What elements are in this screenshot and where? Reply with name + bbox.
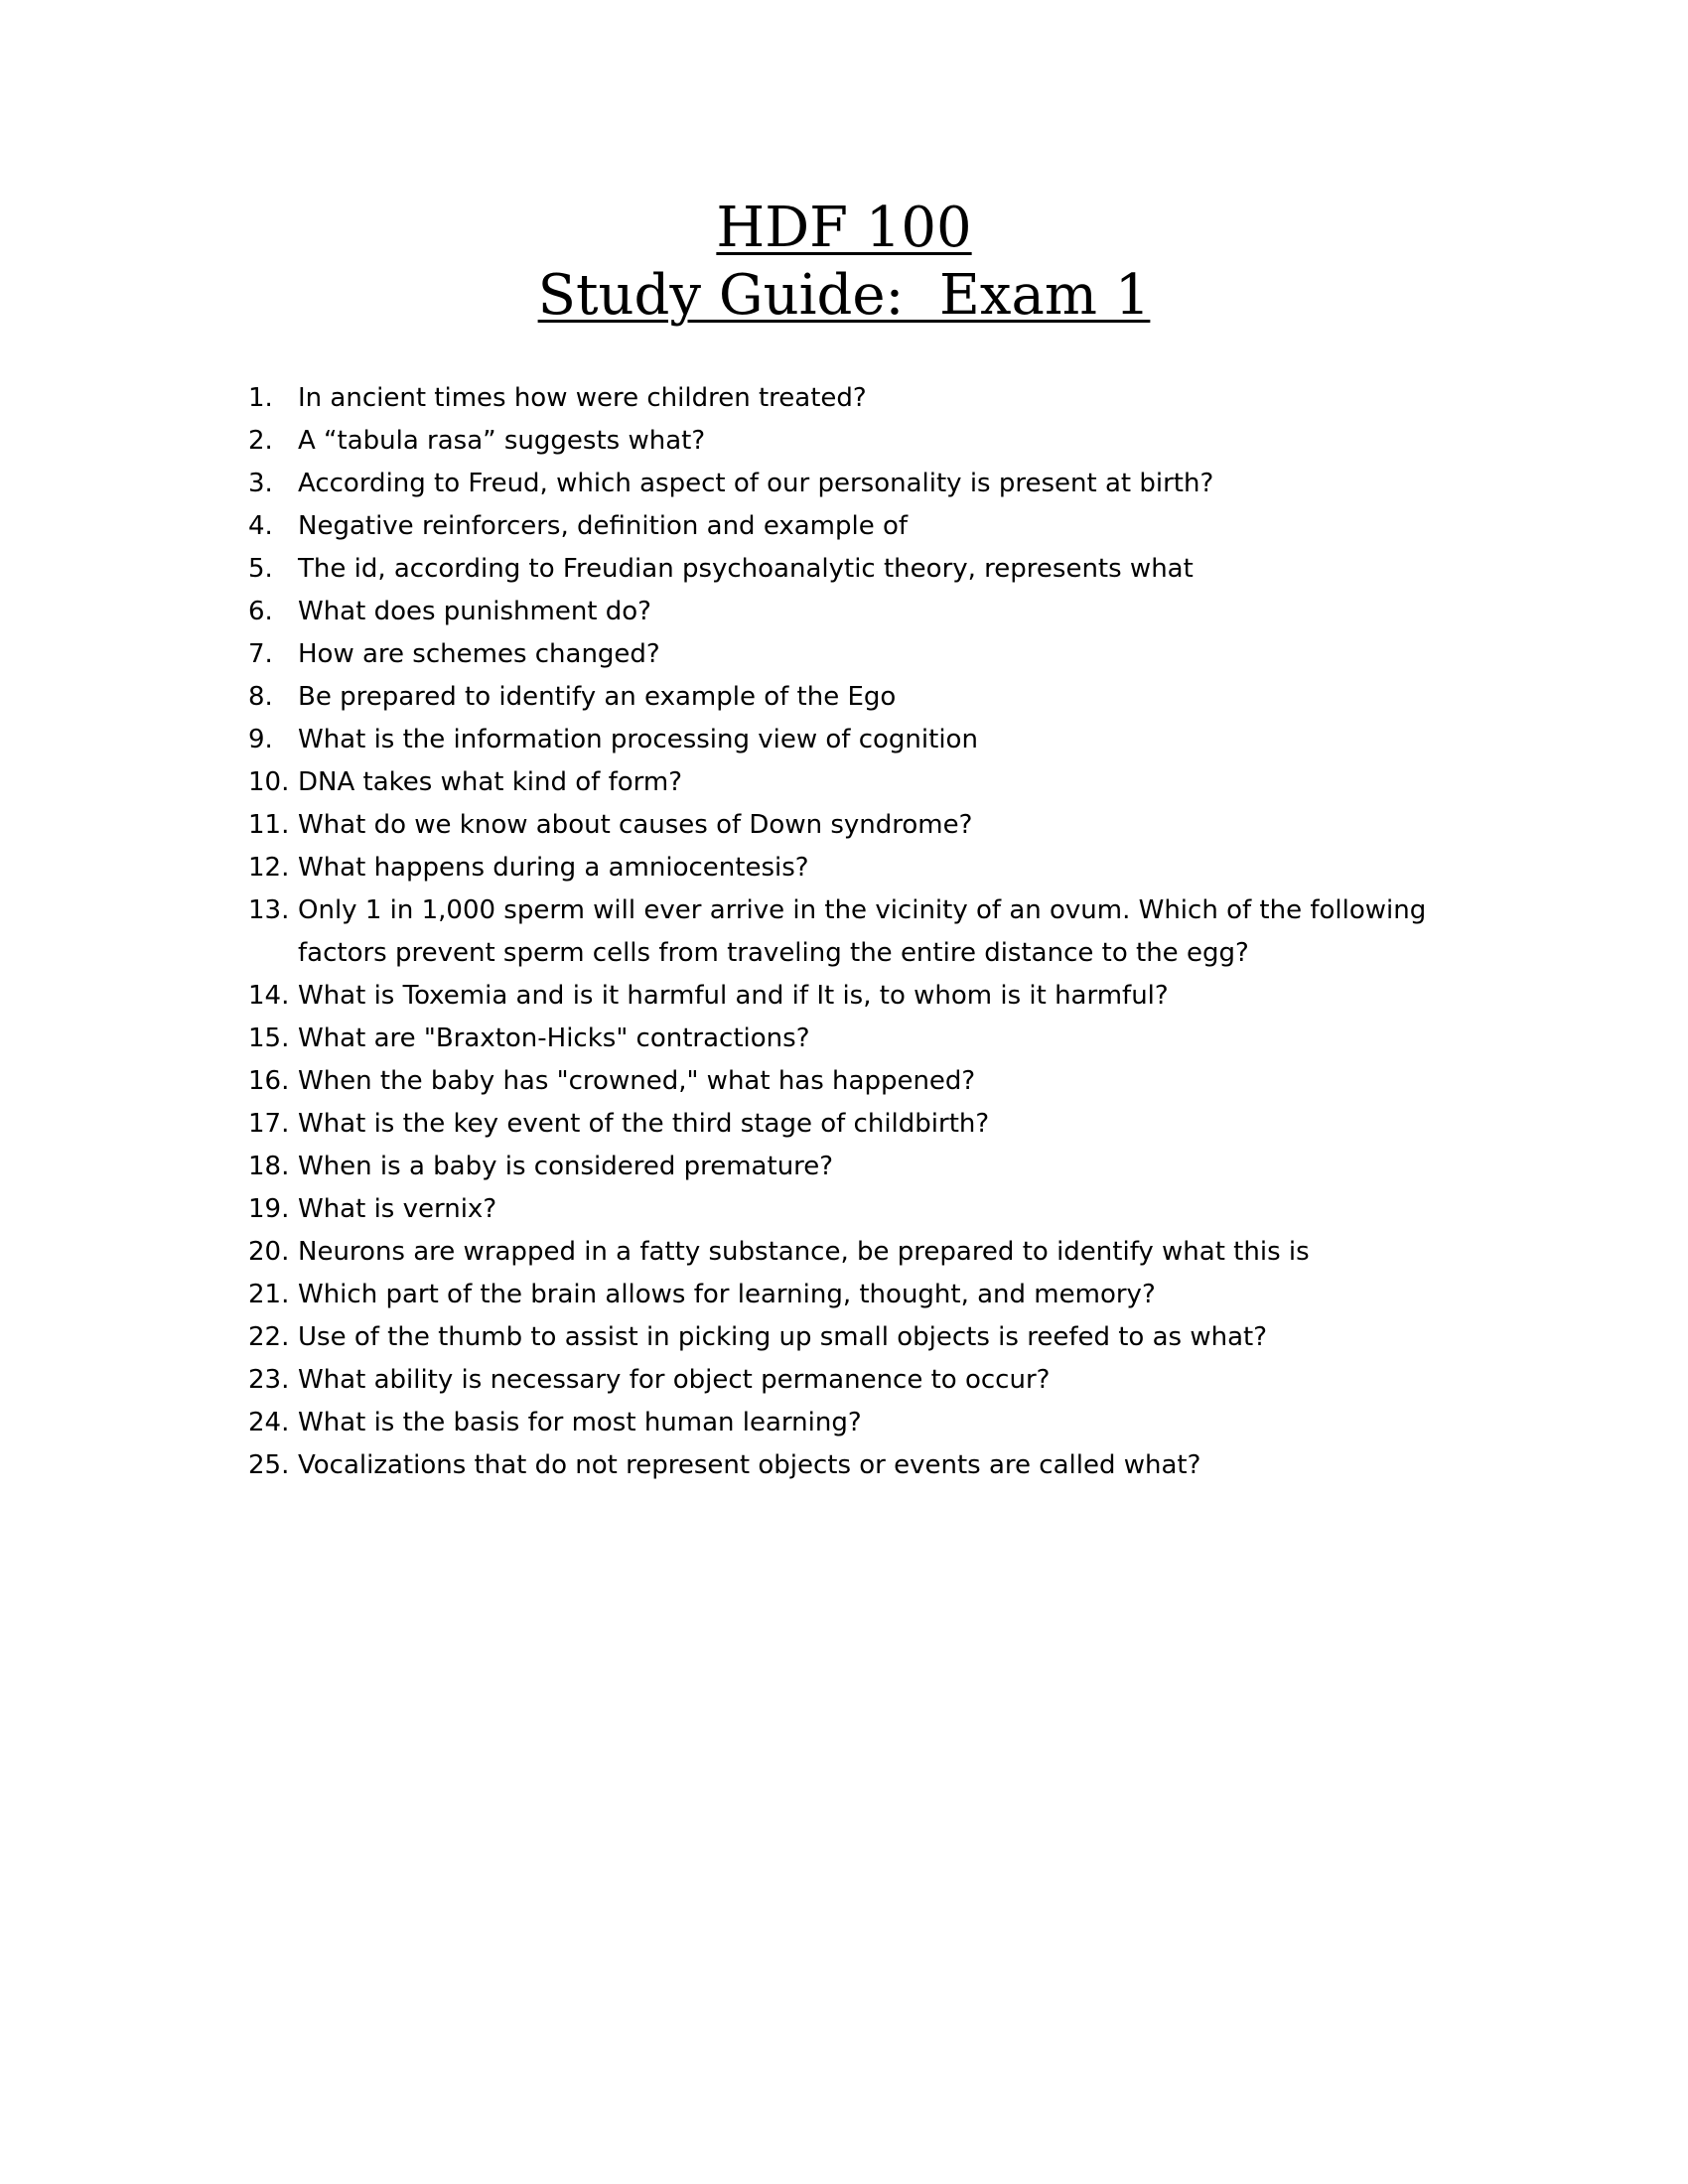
question-text: What is the information processing view of cognition — [298, 725, 978, 754]
question-number: 22. — [248, 1322, 290, 1352]
question-number: 25. — [248, 1450, 290, 1480]
question-number: 15. — [248, 1024, 290, 1053]
question-text: Negative reinforcers, definition and example of — [298, 511, 909, 541]
question-number: 23. — [248, 1365, 290, 1395]
question-item-18 — [248, 1146, 1489, 1188]
document-title — [0, 195, 1688, 330]
question-item-11 — [248, 804, 1489, 847]
question-text: According to Freud, which aspect of our personality is present at birth? — [298, 469, 1214, 498]
question-item-8 — [248, 676, 1489, 719]
question-item-25 — [248, 1444, 1489, 1487]
question-item-4 — [248, 505, 1489, 548]
question-number: 8. — [248, 682, 273, 712]
question-item-19 — [248, 1188, 1489, 1231]
question-item-6 — [248, 591, 1489, 633]
question-number: 14. — [248, 981, 290, 1011]
question-number: 17. — [248, 1109, 290, 1139]
question-number: 10. — [248, 767, 290, 797]
question-text: Be prepared to identify an example of the Ego — [298, 682, 897, 712]
question-text: When is a baby is considered premature? — [298, 1152, 834, 1181]
question-text: How are schemes changed? — [298, 639, 660, 669]
question-number: 11. — [248, 810, 290, 840]
question-number: 5. — [248, 554, 273, 584]
question-text: What do we know about causes of Down syndrome? — [298, 810, 973, 840]
question-number: 16. — [248, 1066, 290, 1096]
question-item-20 — [248, 1231, 1489, 1274]
question-item-13 — [248, 889, 1489, 975]
title-line-guide — [0, 262, 1688, 330]
question-number: 18. — [248, 1152, 290, 1181]
question-text: What is vernix? — [298, 1194, 497, 1224]
question-text: DNA takes what kind of form? — [298, 767, 682, 797]
study-guide-title: Study Guide: Exam 1 — [537, 263, 1151, 328]
title-line-course — [0, 195, 1688, 262]
question-item-7 — [248, 633, 1489, 676]
question-number: 4. — [248, 511, 273, 541]
question-text: The id, according to Freudian psychoanalytic theory, represents what — [298, 554, 1194, 584]
question-text: What is the key event of the third stage of childbirth? — [298, 1109, 990, 1139]
question-text: Neurons are wrapped in a fatty substance, be prepared to identify what this is — [298, 1237, 1310, 1267]
question-text: What happens during a amniocentesis? — [298, 853, 809, 883]
question-number: 21. — [248, 1280, 290, 1309]
question-item-14 — [248, 975, 1489, 1018]
question-text: What is the basis for most human learning? — [298, 1408, 862, 1437]
question-text: Use of the thumb to assist in picking up small objects is reefed to as what? — [298, 1322, 1268, 1352]
question-item-23 — [248, 1359, 1489, 1402]
question-number: 7. — [248, 639, 273, 669]
question-number: 13. — [248, 895, 290, 925]
question-item-10 — [248, 761, 1489, 804]
question-item-2 — [248, 420, 1489, 463]
question-text: What are "Braxton-Hicks" contractions? — [298, 1024, 810, 1053]
question-item-21 — [248, 1274, 1489, 1316]
question-number: 20. — [248, 1237, 290, 1267]
question-item-15 — [248, 1018, 1489, 1060]
question-item-24 — [248, 1402, 1489, 1444]
question-item-1 — [248, 377, 1489, 420]
course-title: HDF 100 — [716, 196, 972, 260]
question-text: In ancient times how were children treated? — [298, 383, 867, 413]
question-item-3 — [248, 463, 1489, 505]
question-number: 9. — [248, 725, 273, 754]
question-item-17 — [248, 1103, 1489, 1146]
question-text: Vocalizations that do not represent objects or events are called what? — [298, 1450, 1201, 1480]
question-number: 12. — [248, 853, 290, 883]
question-text: What is Toxemia and is it harmful and if It is, to whom is it harmful? — [298, 981, 1169, 1011]
question-number: 24. — [248, 1408, 290, 1437]
question-number: 2. — [248, 426, 273, 456]
question-text: A “tabula rasa” suggests what? — [298, 426, 706, 456]
question-item-5 — [248, 548, 1489, 591]
question-number: 6. — [248, 597, 273, 626]
question-item-16 — [248, 1060, 1489, 1103]
question-number: 19. — [248, 1194, 290, 1224]
question-text: What ability is necessary for object permanence to occur? — [298, 1365, 1051, 1395]
question-item-22 — [248, 1316, 1489, 1359]
question-text: When the baby has "crowned," what has happened? — [298, 1066, 976, 1096]
question-text: Only 1 in 1,000 sperm will ever arrive in the vicinity of an ovum. Which of the following factors prevent sperm cells from traveling the entire distance to the egg? — [298, 895, 1427, 968]
question-text: Which part of the brain allows for learning, thought, and memory? — [298, 1280, 1156, 1309]
question-item-9 — [248, 719, 1489, 761]
question-list — [248, 377, 1489, 1487]
question-number: 1. — [248, 383, 273, 413]
question-item-12 — [248, 847, 1489, 889]
question-text: What does punishment do? — [298, 597, 651, 626]
question-number: 3. — [248, 469, 273, 498]
